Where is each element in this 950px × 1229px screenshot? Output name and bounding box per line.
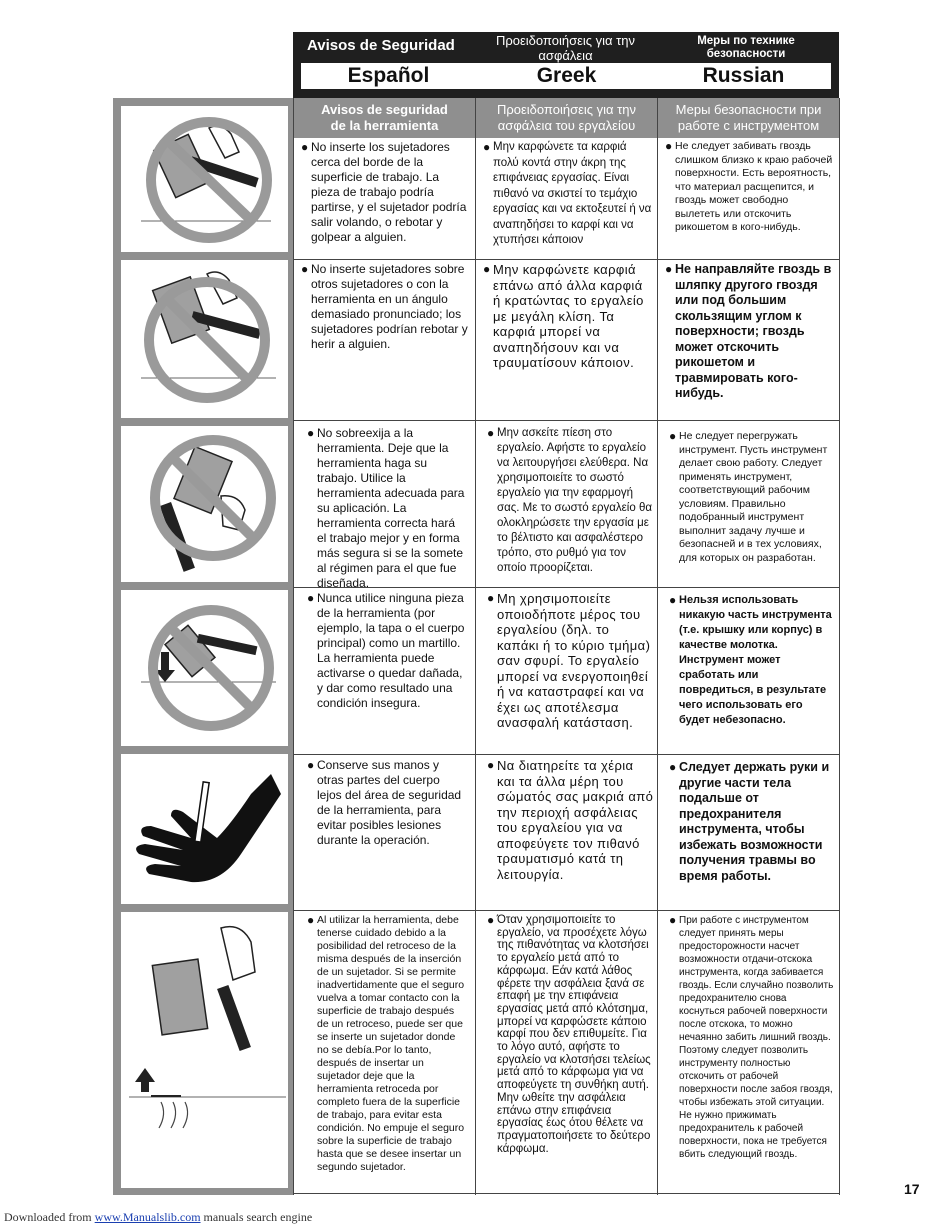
row-text-gr: Μην καρφώνετε καρφιά επάνω από άλλα καρφιά ή κρατώντας το εργαλείο με μεγάλη κλίση. Τα καρφιά μπορεί να αναπηδήσουν και να τραυματίσουν κάποιον. [493, 262, 644, 370]
table-cell [307, 591, 467, 711]
table-cell [669, 760, 835, 884]
grid-line [293, 259, 839, 260]
bullet-icon: ● [483, 262, 491, 276]
bullet-icon: ● [307, 758, 315, 772]
grid-line [293, 420, 839, 421]
row-text-ru: Не следует перегружать инструмент. Пусть инструмент делает свою работу. Следует применять инструмент, соответствующий рабочим условиям. Правильно подобранный инструмент выполнит задачу лучше и безопасней и в тех условиях, для которых он разработан. [679, 430, 828, 564]
row-text-gr: Μη χρησιμοποιείτε οποιοδήποτε μέρος του εργαλείου (δηλ. το καπάκι ή το κύριο τμήμα) σαν σφυρί. Το εργαλείο μπορεί να ενεργοποιηθεί ή να καταστραφεί και να έχει ως αποτέλεσμα ανασφαλή κατάσταση. [497, 591, 651, 730]
bullet-icon: ● [487, 591, 495, 605]
table-cell [487, 426, 655, 576]
row-text-ru: При работе с инструментом следует принять меры предосторожности насчет возможности отдачи-отскока инструмента, когда забивается гвоздь. Если случайно позволить предохранителю снова коснуться рабочей поверхности после отскока, то можно нечаянно забить лишний гвоздь. Поэтому следует позволить инструменту полностью отскочить от рабочей поверхности после забоя гвоздя, чтобы избежать этой ситуации. Не нужно прижимать предохранитель к рабочей поверхности, пока не требуется вбить следующий гвоздь. [679, 915, 834, 1160]
grid-line [839, 98, 840, 1195]
grid-line [293, 1193, 839, 1194]
bullet-icon: ● [483, 140, 491, 154]
table-cell [301, 140, 471, 245]
bullet-icon: ● [307, 913, 315, 927]
table-cell [665, 262, 835, 402]
bullet-icon: ● [301, 262, 309, 276]
table-cell [487, 591, 655, 731]
table-cell [665, 139, 835, 235]
illustration-edge [121, 106, 288, 252]
page-number: 17 [904, 1181, 920, 1197]
footer-prefix: Downloaded from [4, 1210, 95, 1224]
header-title-gr: Προειδοποιήσεις για την ασφάλεια [495, 33, 636, 63]
header-title-ru: Меры по технике безопасности [697, 35, 795, 60]
lang-ru: Russian [702, 64, 785, 87]
grid-line [293, 754, 839, 755]
row-text-es: Conserve sus manos y otras partes del cuerpo lejos del área de seguridad de la herramienta, para evitar posibles lesiones durante la operación. [317, 758, 462, 847]
row-text-es: Al utilizar la herramienta, debe tenerse cuidado debido a la posibilidad del retroceso de la misma después de la inserción de un sujetador. Si se permite inadvertidamente que el seguro vuelva a tomar contacto con la superficie de trabajo después de un retroceso, puede ser que se inserte un sujetador donde no se debía.Por lo tanto, después de insertar un sujetador deje que la herramienta retroceda por completo fuera de la superficie de trabajo, para evitar esta condición. No empuje el seguro sobre la superficie de trabajo hasta que se desee insertar un segundo sujetador. [317, 914, 465, 1173]
table-cell [307, 913, 467, 1174]
table-cell [483, 140, 653, 249]
grid-line [657, 98, 658, 1195]
row-text-es: Nunca utilice ninguna pieza de la herramienta (por ejemplo, la tapa o el cuerpo principal) como un martillo. La herramienta puede activarse o quedar dañada, y dar como resultado una condición insegura. [317, 591, 465, 710]
illustration-hammer [121, 590, 288, 746]
bullet-icon: ● [669, 760, 677, 774]
subheader-es-text: Avisos de seguridad de la herramienta [321, 102, 448, 133]
bullet-icon: ● [487, 426, 495, 440]
illustration-angle [121, 260, 288, 418]
footer [4, 1210, 312, 1225]
table-cell [483, 262, 653, 371]
row-text-es: No sobreexija a la herramienta. Deje que la herramienta haga su trabajo. Utilice la herramienta adecuada para su aplicación. La herramienta correcta hará el trabajo mejor y en forma más segura si se la somete al régimen para el que fue diseñada. [317, 426, 465, 590]
table-cell [307, 426, 467, 591]
table-cell [669, 913, 835, 1161]
bullet-icon: ● [301, 140, 309, 154]
footer-link[interactable]: www.Manualslib.com [94, 1210, 201, 1224]
table-cell [307, 758, 467, 848]
row-text-es: No inserte sujetadores sobre otros sujetadores o con la herramienta en un ángulo demasiado pronunciado; los sujetadores podrían rebotar y herir a alguien. [311, 262, 468, 351]
footer-suffix: manuals search engine [200, 1210, 313, 1224]
bullet-icon: ● [669, 593, 677, 607]
bullet-icon: ● [487, 913, 495, 927]
grid-line [293, 98, 294, 1195]
bullet-icon: ● [665, 139, 673, 153]
row-text-gr: Να διατηρείτε τα χέρια και τα άλλα μέρη του σώματός σας μακριά από την περιοχή ασφάλειας του εργαλείου για να αποφεύγετε τον πιθανό τραυματισμό κατά τη λειτουργία. [497, 758, 654, 882]
row-text-ru: Не следует забивать гвоздь слишком близко к краю рабочей поверхности. Есть вероятность, что материал расщепится, и гвоздь может свободно вылететь или отскочить рикошетом в кого-нибудь. [675, 140, 833, 233]
grid-line [475, 98, 476, 1195]
lang-gr: Greek [536, 64, 597, 87]
row-text-gr: Μην ασκείτε πίεση στο εργαλείο. Αφήστε το εργαλείο να λειτουργήσει ελεύθερα. Να χρησιμοποιείτε το σωστό εργαλείο για την εφαρμογή σας. Με το σωστό εργαλείο θα ολοκληρώσετε την εργασία με το βέλτιστο και ασφαλέστερο τρόπο, στο ρυθμό για τον οποίο προορίζεται. [497, 427, 652, 574]
row-text-ru: Нельзя использовать никакую часть инструмента (т.е. крышку или корпус) в качестве молотка. Инструмент может сработать или повредиться, в результате чего использовать его будет небезопасно. [679, 594, 832, 726]
bullet-icon: ● [307, 591, 315, 605]
bullet-icon: ● [487, 758, 495, 772]
table-cell [487, 758, 655, 882]
row-text-ru: Следует держать руки и другие части тела подальше от предохранителя инструмента, чтобы избежать возможности получения травмы во время работы. [679, 760, 830, 883]
illustration-hand [121, 754, 288, 904]
bullet-icon: ● [665, 262, 673, 276]
language-row [301, 63, 831, 89]
bullet-icon: ● [307, 426, 315, 440]
lang-es: Español [347, 64, 430, 87]
illustration-force [121, 426, 288, 582]
row-text-gr: Μην καρφώνετε τα καρφιά πολύ κοντά στην άκρη της επιφάνειας εργασίας. Είναι πιθανό να σκιστεί το τεμάχιο εργασίας και να εκτοξευτεί ή να αναπηδήσει το καρφί και να χτυπήσει κάποιον [493, 141, 652, 246]
grid-line [293, 910, 839, 911]
table-cell [669, 429, 835, 565]
table-cell [487, 913, 655, 1155]
row-text-es: No inserte los sujetadores cerca del borde de la superficie de trabajo. La pieza de trabajo podría partirse, y el sujetador podría salir volando, o rebotar y golpear a alguien. [311, 140, 467, 244]
subheader-ru [658, 98, 839, 138]
row-text-ru: Не направляйте гвоздь в шляпку другого гвоздя или под большим скользящим углом к поверхности; гвоздь может отскочить рикошетом и травмировать кого-нибудь. [675, 262, 832, 400]
row-text-gr: Όταν χρησιμοποιείτε το εργαλείο, να προσέχετε λόγω της πιθανότητας να κλοτσήσει το εργαλείο μετά από το κάρφωμα. Εάν κατά λάθος φέρετε την ασφάλεια ξανά σε επαφή με την επιφάνεια εργασίας μετά από κλότσημα, μπορεί να καρφώσετε κάποιο καρφί που δεν επιθυμείτε. Για το λόγο αυτό, αφήστε το εργαλείο να κλοτσήσει τελείως μετά από το κάρφωμα για να αποφεύγετε τη συνθήκη αυτή. Μην ωθείτε την ασφάλεια επάνω στην επιφάνεια εργασίας έως ότου θέλετε να πραγματοποιήσετε το δεύτερο κάρφωμα. [497, 914, 651, 1155]
subheader-ru-text: Меры безопасности при работе с инструментом [675, 102, 822, 133]
bullet-icon: ● [669, 913, 677, 927]
illustration-recoil [121, 912, 288, 1188]
bullet-icon: ● [669, 429, 677, 443]
illustration-column [113, 98, 294, 1195]
table-cell [301, 262, 471, 352]
table-cell [669, 593, 835, 728]
subheader-es [294, 98, 475, 138]
subheader-gr-text: Προειδοποιήσεις για την ασφάλεια του εργαλείου [496, 102, 637, 133]
subheader-gr [476, 98, 657, 138]
header-title-es: Avisos de Seguridad [307, 37, 455, 54]
